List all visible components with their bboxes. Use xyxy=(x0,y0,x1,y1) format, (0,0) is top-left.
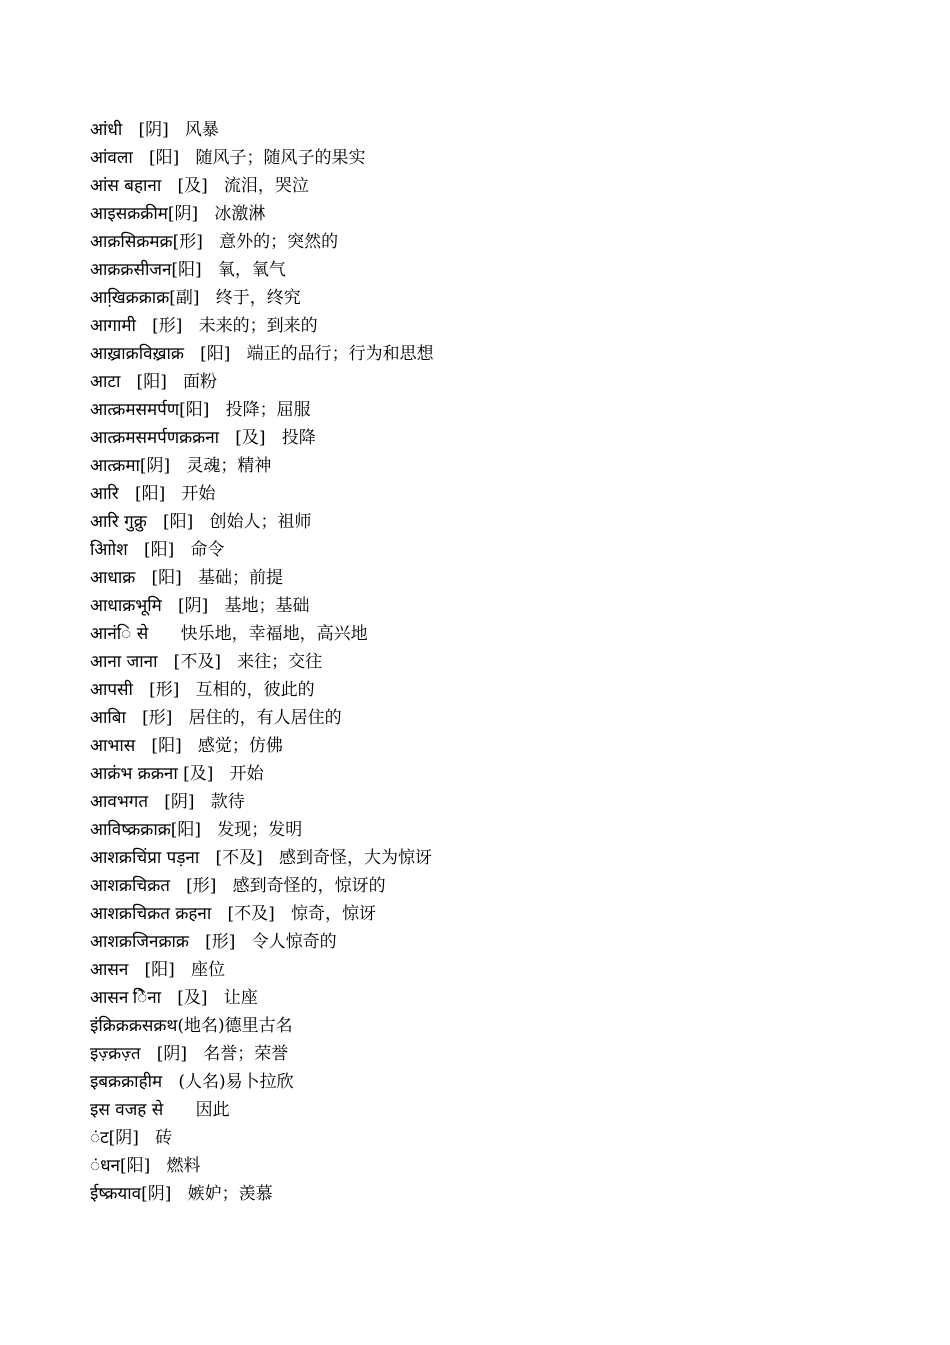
vocab-entry: आशक्रचिक्रत क्रहना [不及] 惊奇，惊讶 xyxy=(90,904,376,924)
vocab-entry: आंवला [阳] 随风子；随风子的果实 xyxy=(90,148,366,168)
vocab-entry: आख़्राक्रविख़्राक्र [阳] 端正的品行；行为和思想 xyxy=(90,344,434,364)
vocab-entry: आक्रक्रसीजन[阳] 氧，氧气 xyxy=(90,260,286,280)
vocab-entry: आइसक्रक्रीम[阴] 冰激淋 xyxy=(90,204,266,224)
vocab-entry: आटा [阳] 面粉 xyxy=(90,372,218,392)
vocab-entry: आसन िेना [及] 让座 xyxy=(90,988,258,1008)
vocab-entry: आविष्क्रक्राक्र[阳] 发现；发明 xyxy=(90,820,303,840)
vocab-entry: आंस बहाना [及] 流泪，哭泣 xyxy=(90,176,309,196)
vocab-entry: आक्रंभ क्रक्रना [及] 开始 xyxy=(90,764,264,784)
vocab-entry: आखि़क्रक्राक्र[副] 终于，终究 xyxy=(90,288,301,308)
vocabulary-list xyxy=(90,116,434,1208)
vocab-entry: आोिश [阳] 命令 xyxy=(90,540,225,560)
vocab-entry: आरि [阳] 开始 xyxy=(90,484,216,504)
vocab-entry: आरि गुक्रु [阳] 创始人；祖师 xyxy=(90,512,312,532)
vocab-entry: आशक्रचिंप्रा पड़ना [不及] 感到奇怪，大为惊讶 xyxy=(90,848,432,868)
vocab-entry: आधाक्रभूमि [阴] 基地；基础 xyxy=(90,596,310,616)
vocab-entry: ंधन[阳] 燃料 xyxy=(90,1156,201,1176)
vocab-entry: ईष्क्रयाव[阴] 嫉妒；羡慕 xyxy=(90,1184,273,1204)
vocab-entry: ंट[阴] 砖 xyxy=(90,1128,173,1148)
vocab-entry: आशक्रचिक्रत [形] 感到奇怪的，惊讶的 xyxy=(90,876,386,896)
vocab-entry: आनंि से 快乐地，幸福地，高兴地 xyxy=(90,624,368,644)
vocab-entry: आना जाना [不及] 来往；交往 xyxy=(90,652,323,672)
vocab-entry: आत्क्रमसमर्पणक्रक्रना [及] 投降 xyxy=(90,428,316,448)
vocab-entry: इज़्क्रज़्त [阴] 名誉；荣誉 xyxy=(90,1044,289,1064)
vocab-entry: आसन [阳] 座位 xyxy=(90,960,225,980)
vocab-entry: आगामी [形] 未来的；到来的 xyxy=(90,316,318,336)
vocab-entry: आशक्रजिनक्राक्र [形] 令人惊奇的 xyxy=(90,932,337,952)
vocab-entry: इबक्रक्राहीम (人名)易卜拉欣 xyxy=(90,1072,294,1092)
vocab-entry: आवभगत [阴] 款待 xyxy=(90,792,245,812)
vocab-entry: आंधी [阴] 风暴 xyxy=(90,120,219,140)
vocab-entry: आक्रसिक्रमक्र[形] 意外的；突然的 xyxy=(90,232,339,252)
vocab-entry: आबाि [形] 居住的，有人居住的 xyxy=(90,708,342,728)
vocab-entry: आत्क्रमसमर्पण[阳] 投降；屈服 xyxy=(90,400,311,420)
vocab-entry: आधाक्र [阳] 基础；前提 xyxy=(90,568,283,588)
vocab-entry: आत्क्रमा[阴] 灵魂；精神 xyxy=(90,456,272,476)
vocab-entry: आपसी [形] 互相的，彼此的 xyxy=(90,680,315,700)
vocab-entry: इस वजह से 因此 xyxy=(90,1100,230,1120)
vocab-entry: इंक्रिक्रक्रसक्रथ(地名)德里古名 xyxy=(90,1016,293,1036)
vocab-entry: आभास [阳] 感觉；仿佛 xyxy=(90,736,283,756)
